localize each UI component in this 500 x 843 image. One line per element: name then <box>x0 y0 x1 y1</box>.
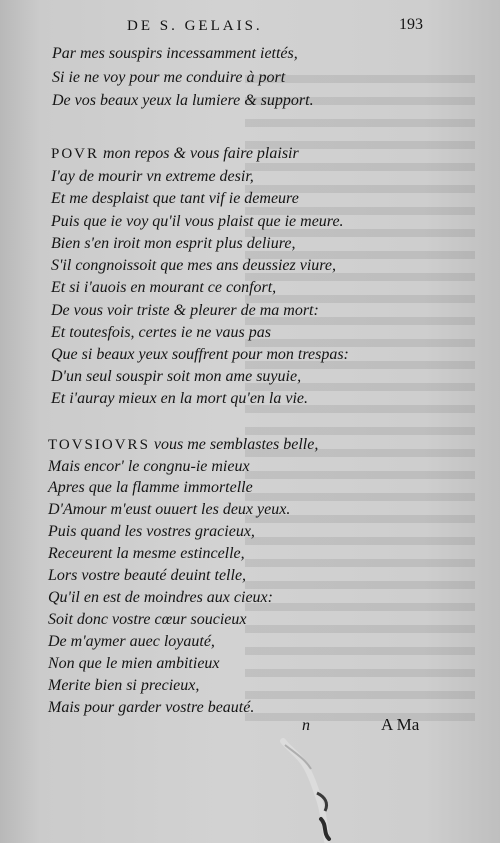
verse-line: Puis quand les vostres gracieux, <box>48 523 255 540</box>
verse-line: Mais encor' le congnu-ie mieux <box>48 458 250 475</box>
verse-line: Et toutesfois, certes ie ne vaus pas <box>51 324 271 341</box>
first-line-text: vous me semblastes belle, <box>149 436 319 453</box>
verse-line: Par mes souspirs incessamment iettés, <box>52 45 298 62</box>
catchword: A Ma <box>381 715 420 734</box>
verse-line-first <box>51 145 299 163</box>
initial-word: TOVSIOVRS <box>48 437 150 453</box>
verse-line: D'un seul souspir soit mon ame suyuie, <box>51 368 302 385</box>
verse-line: Si ie ne voy pour me conduire à port <box>52 69 286 86</box>
verse-line: Lors vostre beauté deuint telle, <box>48 567 247 584</box>
verse-line: De vous voir triste & pleurer de ma mort: <box>51 302 319 319</box>
verse-line: Bien s'en iroit mon esprit plus deliure, <box>51 235 296 252</box>
page-number: 193 <box>399 16 423 33</box>
verse-line: Et i'auray mieux en la mort qu'en la vie. <box>51 390 309 407</box>
initial-word: POVR <box>51 146 100 162</box>
verse-line: Merite bien si precieux, <box>48 677 200 694</box>
verse-line: Qu'il en est de moindres aux cieux: <box>48 589 273 606</box>
verse-line: Que si beaux yeux souffrent pour mon trespas: <box>51 346 349 363</box>
first-line-text: mon repos & vous faire plaisir <box>99 145 299 162</box>
verse-line: De m'aymer auec loyauté, <box>48 633 215 650</box>
page-header <box>0 10 500 40</box>
ink-stain <box>275 735 345 843</box>
verse-line: Non que le mien ambitieux <box>48 655 220 672</box>
verse-line: I'ay de mourir vn extreme desir, <box>51 168 254 185</box>
verse-line: Et me desplaist que tant vif ie demeure <box>51 190 299 207</box>
signature-mark: n <box>302 717 310 734</box>
verse-line: Apres que la flamme immortelle <box>48 479 253 496</box>
running-head: DE S. GELAIS. <box>127 18 263 34</box>
verse-line: Receurent la mesme estincelle, <box>48 545 245 562</box>
verse-line: De vos beaux yeux la lumiere & support. <box>52 92 314 109</box>
verse-line-first <box>48 436 318 454</box>
verse-line: Puis que ie voy qu'il vous plaist que ie meure. <box>51 213 344 230</box>
verse-line: Mais pour garder vostre beauté. <box>48 699 255 716</box>
page-footer <box>0 715 500 755</box>
verse-line: Soit donc vostre cœur soucieux <box>48 611 247 628</box>
verse-line: S'il congnoissoit que mes ans deussiez viure, <box>51 257 337 274</box>
verse-line: Et si i'auois en mourant ce confort, <box>51 279 277 296</box>
verse-line: D'Amour m'eust ouuert les deux yeux. <box>48 501 291 518</box>
